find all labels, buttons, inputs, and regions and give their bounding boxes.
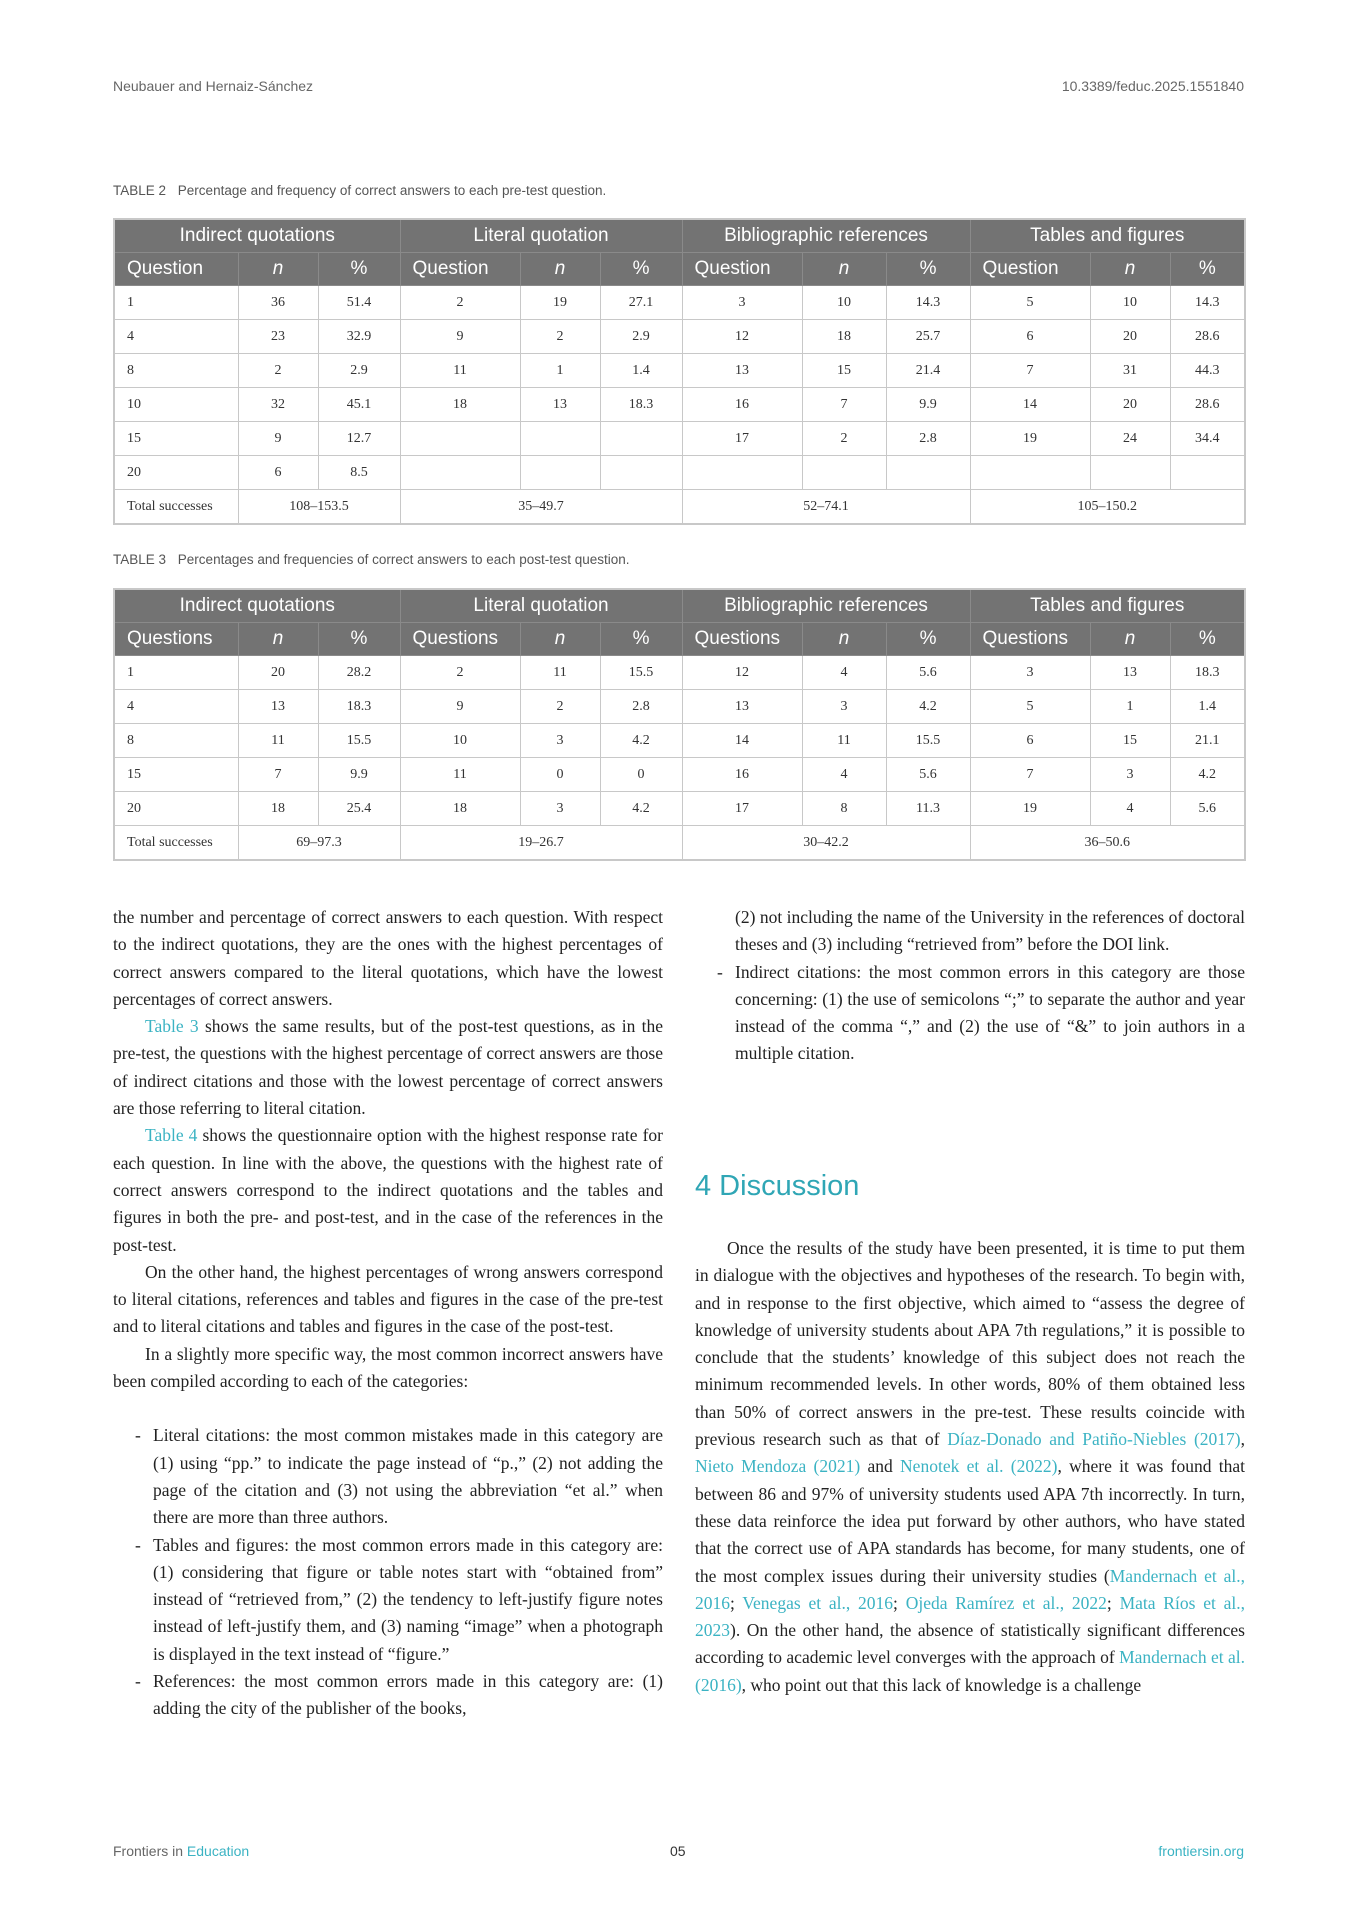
table-cell: 6 bbox=[238, 456, 318, 490]
table-cell: 2.8 bbox=[600, 690, 682, 724]
group-header: Tables and figures bbox=[970, 589, 1245, 623]
table-cell: 18 bbox=[802, 320, 886, 354]
page-number: 05 bbox=[670, 1843, 686, 1859]
table-cell: 7 bbox=[238, 758, 318, 792]
table-cell: 34.4 bbox=[1170, 422, 1245, 456]
column-header: % bbox=[886, 623, 970, 656]
table-cell: 3 bbox=[970, 656, 1090, 690]
table-cell: 2 bbox=[802, 422, 886, 456]
column-header: % bbox=[318, 623, 400, 656]
list-item: - Literal citations: the most common mistakes made in this category are (1) using “pp.” to indicate the page instead of “p.,” (2) not adding the page of the citation and (3) not using the abbreviation “et al.” when there are more than three authors. bbox=[135, 1425, 663, 1528]
table-cell: 12 bbox=[682, 656, 802, 690]
table-cell bbox=[600, 422, 682, 456]
table-row bbox=[114, 758, 1245, 792]
table-cell bbox=[520, 422, 600, 456]
table-cell: 25.7 bbox=[886, 320, 970, 354]
list-item: - Indirect citations: the most common errors in this category are those concerning: (1) the use of semicolons “;” to separate the author and year instead of the comma “,” and (2) the use of “&” to join authors in a multiple citation. bbox=[717, 961, 1245, 1064]
total-value: 19–26.7 bbox=[400, 826, 682, 861]
table-cell: 10 bbox=[802, 286, 886, 320]
column-header: % bbox=[886, 253, 970, 286]
table-cell: 25.4 bbox=[318, 792, 400, 826]
table-cell: 15 bbox=[802, 354, 886, 388]
table2-caption-text: Percentage and frequency of correct answers to each pre-test question. bbox=[177, 183, 607, 198]
table-cell: 3 bbox=[802, 690, 886, 724]
table-cell: 11 bbox=[400, 354, 520, 388]
table-cell: 20 bbox=[114, 456, 238, 490]
table-cell: 9.9 bbox=[886, 388, 970, 422]
column-header: Question bbox=[400, 253, 520, 286]
table-cell: 9 bbox=[238, 422, 318, 456]
table-cell: 15 bbox=[1090, 724, 1170, 758]
table-cell: 51.4 bbox=[318, 286, 400, 320]
table-cell: 18.3 bbox=[318, 690, 400, 724]
table-cell: 8.5 bbox=[318, 456, 400, 490]
table-cell: 19 bbox=[970, 792, 1090, 826]
table-cell bbox=[400, 422, 520, 456]
group-header: Indirect quotations bbox=[114, 219, 400, 253]
column-header: Question bbox=[114, 253, 238, 286]
table-cell: 10 bbox=[400, 724, 520, 758]
table-cell: 9 bbox=[400, 320, 520, 354]
table-cell: 27.1 bbox=[600, 286, 682, 320]
table-cell bbox=[682, 456, 802, 490]
table-cell: 36 bbox=[238, 286, 318, 320]
table-cell: 4.2 bbox=[600, 792, 682, 826]
column-header: Questions bbox=[682, 623, 802, 656]
table-cell: 15.5 bbox=[318, 724, 400, 758]
column-header: % bbox=[318, 253, 400, 286]
error-list-cont bbox=[695, 904, 1245, 1068]
table-row bbox=[114, 456, 1245, 490]
table-cell: 16 bbox=[682, 388, 802, 422]
table-cell: 13 bbox=[682, 690, 802, 724]
table-cell: 6 bbox=[970, 320, 1090, 354]
table-cell: 8 bbox=[802, 792, 886, 826]
table3-caption-text: Percentages and frequencies of correct answers to each post-test question. bbox=[177, 552, 630, 567]
table-cell: 9 bbox=[400, 690, 520, 724]
table-cell bbox=[400, 456, 520, 490]
table-cell: 4.2 bbox=[886, 690, 970, 724]
table-cell: 4 bbox=[1090, 792, 1170, 826]
table-cell: 2.9 bbox=[600, 320, 682, 354]
table-cell: 18 bbox=[400, 792, 520, 826]
group-header: Literal quotation bbox=[400, 589, 682, 623]
table3-label: TABLE 3 bbox=[113, 552, 167, 567]
table-cell: 4.2 bbox=[1170, 758, 1245, 792]
column-header: n bbox=[1090, 623, 1170, 656]
citation-link[interactable]: Díaz-Donado and Patiño-Niebles (2017) bbox=[947, 1429, 1241, 1450]
table-cell: 2.9 bbox=[318, 354, 400, 388]
table-cell: 10 bbox=[114, 388, 238, 422]
table-cell: 28.6 bbox=[1170, 320, 1245, 354]
table-cell: 13 bbox=[682, 354, 802, 388]
running-header-doi[interactable]: 10.3389/feduc.2025.1551840 bbox=[1061, 78, 1244, 94]
table2 bbox=[113, 218, 1246, 525]
list-item: - Tables and figures: the most common errors made in this category are: (1) considering that figure or table notes start with “obtained from” instead of “retrieved from,” (2) the tendency to left-justify figure notes instead of left-justify them, and (3) naming “image” when a photograph is displayed in the text instead of “figure.” bbox=[135, 1534, 663, 1664]
table-cell bbox=[970, 456, 1090, 490]
table-cell: 2 bbox=[400, 286, 520, 320]
table-cell: 14.3 bbox=[1170, 286, 1245, 320]
error-list bbox=[113, 1422, 663, 1722]
table-cell: 1 bbox=[520, 354, 600, 388]
table-cell: 44.3 bbox=[1170, 354, 1245, 388]
column-header: n bbox=[802, 623, 886, 656]
table-cell: 24 bbox=[1090, 422, 1170, 456]
table-cell: 28.2 bbox=[318, 656, 400, 690]
table-cell: 1 bbox=[114, 656, 238, 690]
table-cell: 13 bbox=[238, 690, 318, 724]
table-cell: 17 bbox=[682, 422, 802, 456]
table-cell: 18.3 bbox=[600, 388, 682, 422]
table-cell: 14 bbox=[970, 388, 1090, 422]
table-cell: 1 bbox=[114, 286, 238, 320]
paragraph: In a slightly more specific way, the most common incorrect answers have been compiled according to each of the categories: bbox=[113, 1343, 663, 1392]
table-cell bbox=[1170, 456, 1245, 490]
column-header: Questions bbox=[400, 623, 520, 656]
table-cell bbox=[520, 456, 600, 490]
table-cell bbox=[886, 456, 970, 490]
table-cell: 14 bbox=[682, 724, 802, 758]
table2-label: TABLE 2 bbox=[113, 183, 167, 198]
running-header-authors: Neubauer and Hernaiz-Sánchez bbox=[113, 78, 314, 94]
left-column bbox=[113, 904, 663, 1723]
footer-journal: Frontiers in Education bbox=[113, 1843, 250, 1859]
citation-link[interactable]: Venegas et al., 2016 bbox=[742, 1592, 894, 1613]
table-cell: 19 bbox=[970, 422, 1090, 456]
table-row bbox=[114, 724, 1245, 758]
table-cell: 21.4 bbox=[886, 354, 970, 388]
citation-link[interactable]: Ojeda Ramírez et al., 2022 bbox=[905, 1592, 1107, 1613]
table-row bbox=[114, 422, 1245, 456]
table-cell: 5.6 bbox=[886, 758, 970, 792]
paragraph: Table 3 shows the same results, but of the post-test questions, as in the pre-test, the questions with the highest percentage of correct answers are those of indirect citations and those with the lowest percentage of correct answers are those referring to literal citation. bbox=[113, 1016, 663, 1119]
group-header: Indirect quotations bbox=[114, 589, 400, 623]
table-cell: 4 bbox=[802, 656, 886, 690]
table-cell: 15 bbox=[114, 422, 238, 456]
table-cell: 16 bbox=[682, 758, 802, 792]
table-cell: 21.1 bbox=[1170, 724, 1245, 758]
group-header: Tables and figures bbox=[970, 219, 1245, 253]
list-item: (2) not including the name of the University in the references of doctoral theses and (3) including “retrieved from” before the DOI link. bbox=[735, 907, 1245, 955]
citation-link[interactable]: Mandernach et al. (2016) bbox=[695, 1647, 1246, 1695]
totals-row bbox=[114, 826, 1245, 861]
table-cell bbox=[802, 456, 886, 490]
total-value: 69–97.3 bbox=[238, 826, 400, 861]
table-cell: 32.9 bbox=[318, 320, 400, 354]
table-cell bbox=[600, 456, 682, 490]
table-cell: 5.6 bbox=[886, 656, 970, 690]
citation-link[interactable]: Nenotek et al. (2022) bbox=[900, 1456, 1058, 1477]
table-row bbox=[114, 354, 1245, 388]
total-value: 108–153.5 bbox=[238, 490, 400, 525]
table-cell: 17 bbox=[682, 792, 802, 826]
table3 bbox=[113, 588, 1246, 861]
list-item: - References: the most common errors made in this category are: (1) adding the city of the publisher of the books, bbox=[135, 1671, 663, 1719]
column-header: Questions bbox=[970, 623, 1090, 656]
table-row bbox=[114, 286, 1245, 320]
table-cell: 2 bbox=[520, 690, 600, 724]
paragraph: Table 4 shows the questionnaire option with the highest response rate for each question. In line with the above, the questions with the highest rate of correct answers correspond to the indirect quotations and the tables and figures in both the pre- and post-test, and in the case of the references in the post-test. bbox=[113, 1125, 663, 1255]
column-header: n bbox=[520, 253, 600, 286]
right-column-top bbox=[695, 904, 1245, 1068]
paragraph: On the other hand, the highest percentages of wrong answers correspond to literal citations, references and tables and figures in the case of the pre-test and to literal citations and tables and figures in the case of the post-test. bbox=[113, 1261, 663, 1337]
total-value: 36–50.6 bbox=[970, 826, 1245, 861]
group-header: Bibliographic references bbox=[682, 219, 970, 253]
table-cell: 4 bbox=[802, 758, 886, 792]
column-header: n bbox=[238, 623, 318, 656]
table-cell: 14.3 bbox=[886, 286, 970, 320]
table-cell: 5.6 bbox=[1170, 792, 1245, 826]
table-cell: 3 bbox=[520, 792, 600, 826]
table-cell: 13 bbox=[1090, 656, 1170, 690]
table-cell: 20 bbox=[114, 792, 238, 826]
table-row bbox=[114, 792, 1245, 826]
table-cell: 8 bbox=[114, 354, 238, 388]
table-cell: 20 bbox=[1090, 320, 1170, 354]
citation-link[interactable]: Nieto Mendoza (2021) bbox=[695, 1456, 861, 1477]
column-header: Questions bbox=[114, 623, 238, 656]
group-header: Literal quotation bbox=[400, 219, 682, 253]
citation-link[interactable]: Mandernach et al., 2016 bbox=[695, 1565, 1245, 1613]
table-cell: 11.3 bbox=[886, 792, 970, 826]
table-cell: 20 bbox=[1090, 388, 1170, 422]
table-cell: 2 bbox=[238, 354, 318, 388]
table-cell: 13 bbox=[520, 388, 600, 422]
table-cell: 8 bbox=[114, 724, 238, 758]
table-cell: 11 bbox=[520, 656, 600, 690]
table-cell: 7 bbox=[970, 354, 1090, 388]
table-row bbox=[114, 690, 1245, 724]
table-cell: 1 bbox=[1090, 690, 1170, 724]
table-cell: 12.7 bbox=[318, 422, 400, 456]
section-heading-discussion: 4 Discussion bbox=[695, 1170, 860, 1202]
group-header: Bibliographic references bbox=[682, 589, 970, 623]
table-cell: 2.8 bbox=[886, 422, 970, 456]
table-cell: 31 bbox=[1090, 354, 1170, 388]
right-column-discussion bbox=[695, 1235, 1245, 1699]
column-header: % bbox=[1170, 253, 1245, 286]
column-header: n bbox=[520, 623, 600, 656]
table-cell: 15.5 bbox=[600, 656, 682, 690]
table-cell: 18 bbox=[238, 792, 318, 826]
total-value: 105–150.2 bbox=[970, 490, 1245, 525]
table3-caption bbox=[113, 552, 630, 567]
table-cell: 11 bbox=[802, 724, 886, 758]
column-header: n bbox=[1090, 253, 1170, 286]
table-cell: 12 bbox=[682, 320, 802, 354]
table2-caption bbox=[113, 183, 606, 198]
table-cell: 23 bbox=[238, 320, 318, 354]
table-cell: 5 bbox=[970, 286, 1090, 320]
totals-row bbox=[114, 490, 1245, 525]
table-row bbox=[114, 320, 1245, 354]
table-cell: 2 bbox=[400, 656, 520, 690]
table-cell: 18 bbox=[400, 388, 520, 422]
table-cell: 15 bbox=[114, 758, 238, 792]
table-cell: 3 bbox=[1090, 758, 1170, 792]
column-header: Question bbox=[970, 253, 1090, 286]
table-cell: 15.5 bbox=[886, 724, 970, 758]
table-cell: 45.1 bbox=[318, 388, 400, 422]
total-label: Total successes bbox=[114, 826, 238, 861]
table-cell: 4 bbox=[114, 690, 238, 724]
table-cell: 19 bbox=[520, 286, 600, 320]
table-cell: 32 bbox=[238, 388, 318, 422]
table-cell: 10 bbox=[1090, 286, 1170, 320]
column-header: % bbox=[1170, 623, 1245, 656]
column-header: % bbox=[600, 623, 682, 656]
table-cell: 4.2 bbox=[600, 724, 682, 758]
total-value: 52–74.1 bbox=[682, 490, 970, 525]
column-header: n bbox=[238, 253, 318, 286]
table-cell: 7 bbox=[970, 758, 1090, 792]
table-cell: 28.6 bbox=[1170, 388, 1245, 422]
citation-link[interactable]: Mata Ríos et al., 2023 bbox=[695, 1592, 1245, 1641]
table-cell: 9.9 bbox=[318, 758, 400, 792]
table-cell: 1.4 bbox=[1170, 690, 1245, 724]
table-cell: 20 bbox=[238, 656, 318, 690]
table-cell: 2 bbox=[520, 320, 600, 354]
table3-link[interactable]: Table 3 bbox=[145, 1016, 199, 1037]
table-cell: 3 bbox=[682, 286, 802, 320]
table4-link[interactable]: Table 4 bbox=[145, 1125, 198, 1146]
table-cell: 0 bbox=[600, 758, 682, 792]
paragraph: Once the results of the study have been presented, it is time to put them in dialogue with the objectives and hypotheses of the research. To begin with, and in response to the first objective, which aimed to “assess the degree of knowledge of university students about APA 7th regulations,” it is possible to conclude that the students’ knowledge of this subject does not reach the minimum recommended levels. In other words, 80% of them obtained less than 50% of correct answers in the pre-test. These results coincide with previous research such as that of Díaz-Donado and Patiño-Niebles (2017), Nieto Mendoza (2021) and Nenotek et al. (2022), where it was found that between 86 and 97% of university students used APA 7th incorrectly. In turn, these data reinforce the idea put forward by other authors, who have stated that the correct use of APA standards has become, for many students, one of the most complex issues during their university studies (Mandernach et al., 2016; Venegas et al., 2016; Ojeda Ramírez et al., 2022; Mata Ríos et al., 2023). On the other hand, the absence of statistically significant differences according to academic level converges with the approach of Mandernach et al. (2016), who point out that this lack of knowledge is a challenge bbox=[695, 1238, 1246, 1695]
table-cell: 11 bbox=[238, 724, 318, 758]
journal-name-link[interactable]: Education bbox=[186, 1843, 250, 1859]
total-label: Total successes bbox=[114, 490, 238, 525]
table-cell: 5 bbox=[970, 690, 1090, 724]
table-cell: 7 bbox=[802, 388, 886, 422]
column-header: Question bbox=[682, 253, 802, 286]
table-row bbox=[114, 656, 1245, 690]
table-cell: 1.4 bbox=[600, 354, 682, 388]
table-cell bbox=[1090, 456, 1170, 490]
total-value: 35–49.7 bbox=[400, 490, 682, 525]
total-value: 30–42.2 bbox=[682, 826, 970, 861]
table-cell: 6 bbox=[970, 724, 1090, 758]
table-row bbox=[114, 388, 1245, 422]
column-header: n bbox=[802, 253, 886, 286]
table-cell: 4 bbox=[114, 320, 238, 354]
footer-site-link[interactable]: frontiersin.org bbox=[1158, 1843, 1244, 1859]
table-cell: 3 bbox=[520, 724, 600, 758]
table-cell: 0 bbox=[520, 758, 600, 792]
paragraph: the number and percentage of correct answers to each question. With respect to the indirect quotations, they are the ones with the highest percentages of correct answers compared to the literal quotations, which have the lowest percentages of correct answers. bbox=[113, 907, 663, 1009]
table-cell: 18.3 bbox=[1170, 656, 1245, 690]
column-header: % bbox=[600, 253, 682, 286]
table-cell: 11 bbox=[400, 758, 520, 792]
